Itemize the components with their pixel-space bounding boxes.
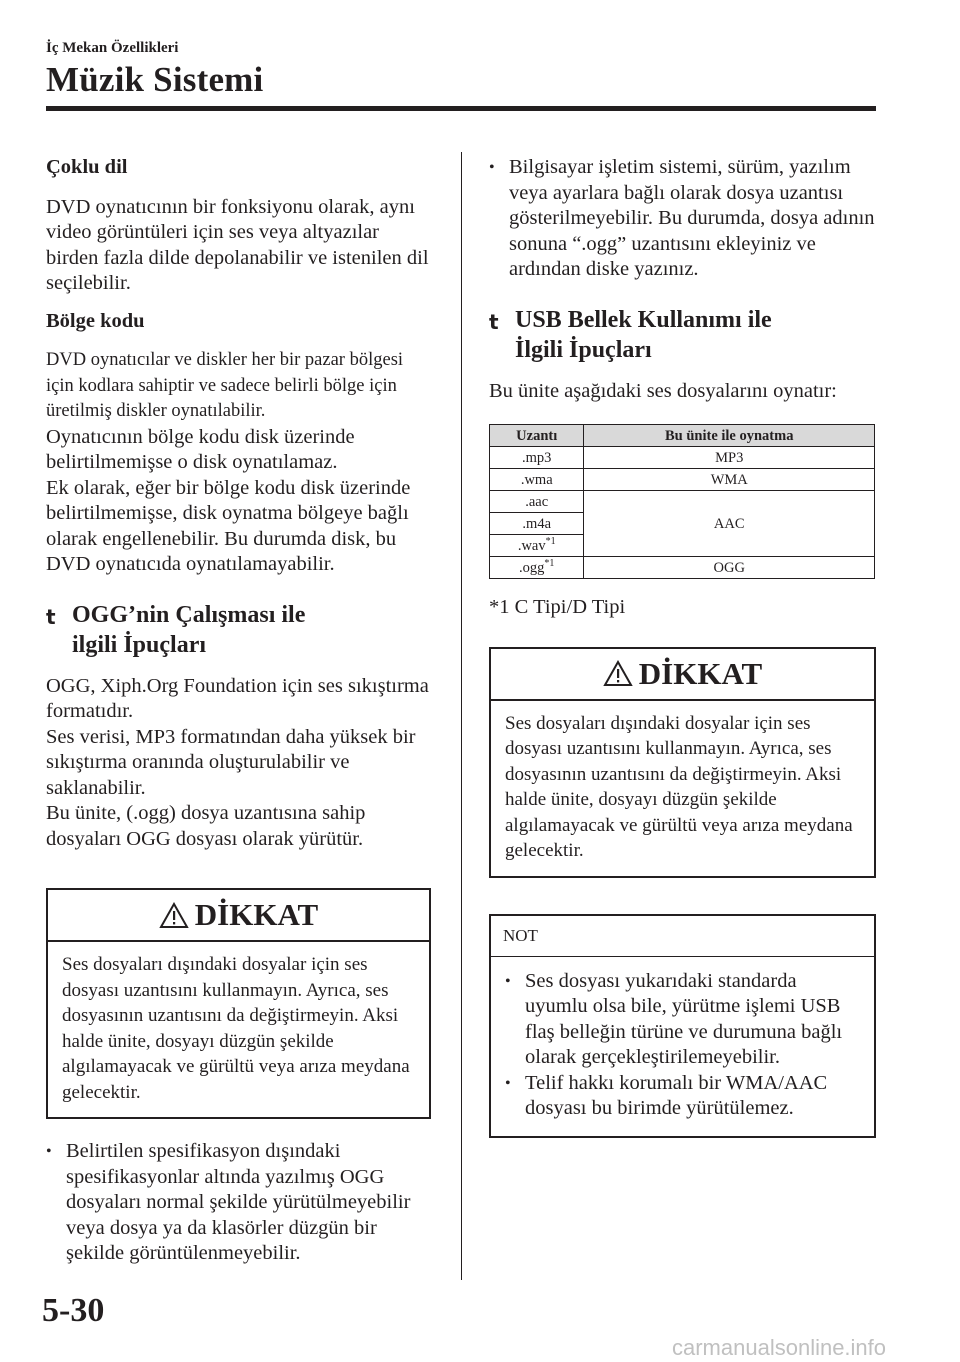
table-row: [490, 447, 875, 469]
warning-triangle-icon: [603, 660, 633, 687]
breadcrumb: İç Mekan Özellikleri: [46, 40, 179, 56]
usb-intro: Bu ünite aşağıdaki ses dosyalarını oynatır:: [489, 379, 837, 402]
list-item: [505, 969, 860, 1071]
table-cell-playback: WMA: [584, 469, 875, 491]
table-cell-extension: .aac: [490, 491, 584, 513]
warning-triangle-icon: [159, 902, 189, 929]
table-row: [490, 557, 875, 579]
caution-box-left: [46, 888, 431, 1119]
usb-section-heading: [489, 305, 876, 365]
caution-header: [491, 649, 874, 701]
region-text-1: DVD oynatıcılar ve diskler her bir pazar bölgesi için kodlara sahiptir ve sadece belirli bölge için üretilmiş diskler oynatılabilir.: [46, 350, 404, 421]
table-header-playback: Bu ünite ile oynatma: [584, 425, 875, 447]
region-text-2: Oynatıcının bölge kodu disk üzerinde belirtilmemişse o disk oynatılamaz.: [46, 425, 355, 473]
bullet-text: Telif hakkı korumalı bir WMA/AAC dosyası bu birimde yürütülemez.: [525, 1071, 828, 1119]
section-marker-icon: t: [46, 604, 56, 629]
right-column: [489, 155, 876, 1138]
region-heading: Bölge kodu: [46, 309, 145, 332]
ogg-text-1: OGG, Xiph.Org Foundation için ses sıkıştırma formatıdır.: [46, 674, 429, 722]
table-header-extension: Uzantı: [490, 425, 584, 447]
ogg-text-3: Bu ünite, (.ogg) dosya uzantısına sahip dosyaları OGG dosyası olarak yürütür.: [46, 802, 366, 850]
bullet-icon: •: [489, 159, 495, 176]
note-title: NOT: [491, 916, 874, 957]
note-box: [489, 914, 876, 1138]
table-row: [490, 469, 875, 491]
table-cell-extension: .ogg$^{*1}$: [490, 557, 584, 579]
table-cell-extension: .wma: [490, 469, 584, 491]
bullet-icon: •: [46, 1143, 52, 1160]
column-divider: [461, 152, 462, 1280]
list-item: [46, 1139, 431, 1267]
region-text-3: Ek olarak, eğer bir bölge kodu disk üzerinde belirtilmemişse, disk oynatma bölgeye bağlı olarak engellenebilir. Bu durumda disk, bu DVD oynatıcıda oynatılamayabilir.: [46, 476, 411, 575]
caution-text: Ses dosyaları dışındaki dosyalar için ses dosyası uzantısını kullanmayın. Ayrıca, ses dosyasının uzantısını da değiştirmeyin. Aksi halde ünite, dosyayı düzgün şekilde algılamayacak ve gürültü veya arıza meydana gelecektir.: [62, 954, 410, 1103]
table-footnote: *1 C Tipi/D Tipi: [489, 596, 626, 618]
list-item: [505, 1071, 860, 1122]
table-cell-extension: .mp3: [490, 447, 584, 469]
table-cell-extension: .wav$^{*1}$: [490, 535, 584, 557]
ogg-heading-line-1: OGG’nin Çalışması ile: [72, 601, 306, 628]
ogg-text-2: Ses verisi, MP3 formatından daha yüksek bir sıkıştırma oranında oluşturulabilir ve saklanabilir.: [46, 725, 416, 799]
usb-heading-line-1: USB Bellek Kullanımı ile: [515, 306, 772, 333]
page-title: Müzik Sistemi: [46, 60, 264, 99]
title-rule: [46, 106, 876, 111]
bullet-text: Bilgisayar işletim sistemi, sürüm, yazılım veya ayarlara bağlı olarak dosya uzantısı gösterilmeyebilir. Bu durumda, dosya adının sonuna “.ogg” uzantısını ekleyiniz ve ardından diske yazınız.: [509, 156, 875, 280]
bullet-text: Ses dosyası yukarıdaki standarda uyumlu olsa bile, yürütme işlemi USB flaş belleğin türüne ve durumuna bağlı olarak gerçekleştirilemeyebilir.: [525, 969, 843, 1068]
caution-title: DİKKAT: [638, 655, 763, 691]
left-column: [46, 155, 431, 1267]
table-cell-playback: AAC: [584, 491, 875, 557]
bullet-icon: •: [505, 972, 511, 990]
multilang-heading: Çoklu dil: [46, 156, 128, 178]
bullet-icon: •: [505, 1074, 511, 1092]
format-table: [489, 424, 875, 579]
table-row: [490, 491, 875, 513]
list-item: [489, 155, 876, 283]
table-cell-playback: OGG: [584, 557, 875, 579]
footer-watermark: carmanualsonline.info: [672, 1335, 887, 1360]
caution-text: Ses dosyaları dışındaki dosyalar için ses dosyası uzantısını kullanmayın. Ayrıca, ses dosyasının uzantısını da değiştirmeyin. Aksi halde ünite, dosyayı düzgün şekilde algılamayacak ve gürültü veya arıza meydana gelecektir.: [505, 712, 853, 861]
table-cell-playback: MP3: [584, 447, 875, 469]
caution-header: [48, 890, 429, 942]
bullet-text: Belirtilen spesifikasyon dışındaki spesifikasyonlar altında yazılmış OGG dosyaları normal şekilde yürütülmeyebilir veya dosya ya da klasörler düzgün bir şekilde görüntülenmeyebilir.: [66, 1140, 411, 1264]
caution-title: DİKKAT: [194, 897, 319, 933]
multilang-text: DVD oynatıcının bir fonksiyonu olarak, aynı video görüntüleri için ses veya altyazılar birden fazla dilde depolanabilir ve istenilen dil seçilebilir.: [46, 195, 429, 294]
ogg-section-heading: [46, 600, 431, 660]
usb-heading-line-2: İlgili İpuçları: [515, 336, 652, 363]
ogg-heading-line-2: ilgili İpuçları: [72, 631, 207, 658]
caution-box-right: [489, 647, 876, 878]
page-number: 5-30: [42, 1292, 105, 1329]
table-cell-extension: .m4a: [490, 513, 584, 535]
section-marker-icon: t: [489, 309, 499, 334]
note-body: [491, 957, 874, 1136]
